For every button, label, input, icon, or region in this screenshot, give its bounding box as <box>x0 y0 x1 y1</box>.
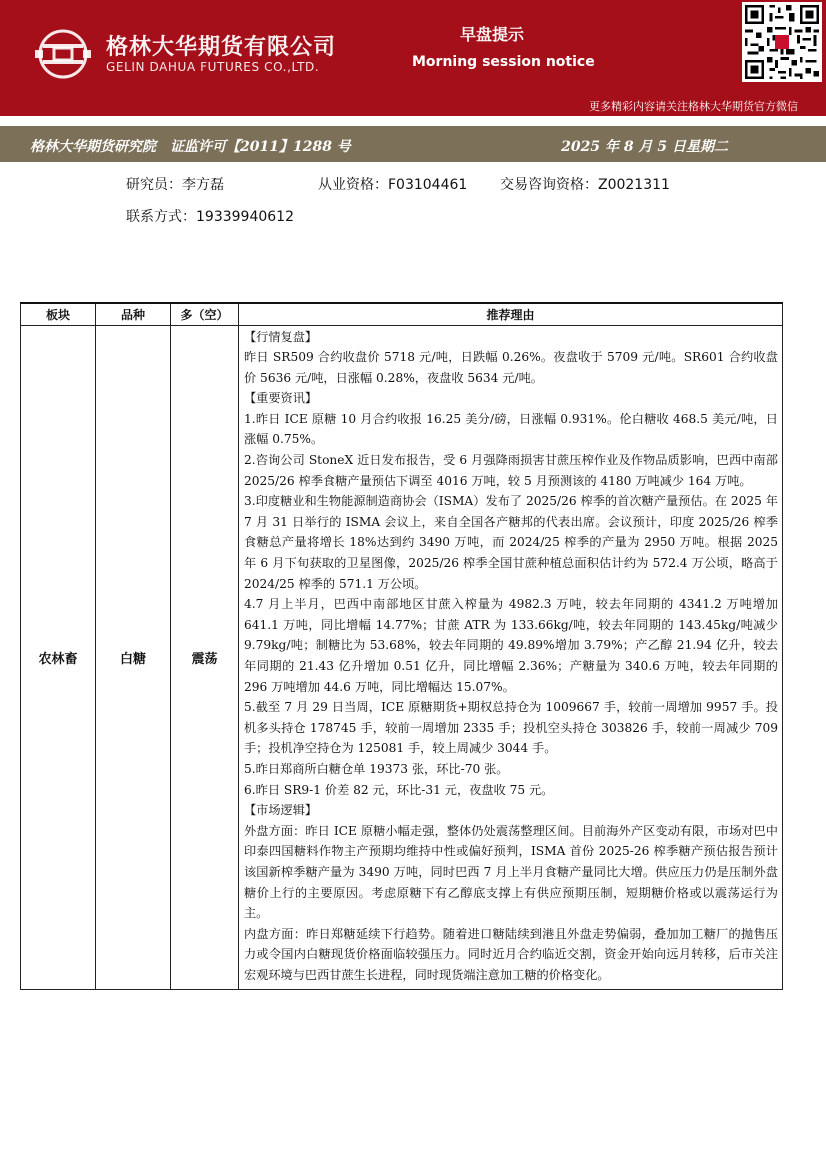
contact-info: 联系方式：19339940612 <box>126 209 294 225</box>
reason-paragraph: 外盘方面：昨日 ICE 原糖小幅走强，整体仍处震荡整理区间。目前海外产区变动有限，市场对巴中印泰四国糖料作物主产预期均维持中性或偏好预判，ISMA 首份 2025-26 榨季糖产预估报告预计该国新榨季糖产量为 3490 万吨，同时巴西 7 月上半月食糖产量同比大增。供应压力仍是压制外盘糖价上行的主要原因。考虑原糖下有乙醇底支撑上有供应预期压制，短期糖价格或以震荡运行为主。 <box>244 823 778 921</box>
practice-cert: 从业资格：F03104461 <box>318 177 468 193</box>
reason-paragraph: 3.印度糖业和生物能源制造商协会（ISMA）发布了 2025/26 榨季的首次糖产量预估。在 2025 年 7 月 31 日举行的 ISMA 会议上，来自全国各产糖邦的代表出席。会议预计，印度 2025/26 榨季食糖总产量将增长 18%达到约 3490 万吨，而 2024/25 榨季的产量为 2950 万吨。根据 2025 年 6 月下旬获取的卫星图像，2025/26 榨季全国甘蔗种植总面积估计约为 572.4 万公顷，略高于 2024/25 榨季的 571.1 万公顷。 <box>244 494 778 591</box>
gelin-dahua-logo-icon <box>30 28 96 80</box>
direction-cell: 震荡 <box>171 325 239 989</box>
variety-cell: 白糖 <box>96 325 171 989</box>
institute-license: 格林大华期货研究院 证监许可【2011】1288 号 <box>30 139 351 155</box>
section-heading-market-logic: 【市场逻辑】 <box>244 803 318 818</box>
reason-paragraph: 昨日 SR509 合约收盘价 5718 元/吨，日跌幅 0.26%。夜盘收于 5709 元/吨。SR601 合约收盘价 5636 元/吨，日涨幅 0.28%，夜盘收 5634 元/吨。 <box>244 350 778 385</box>
header-reason: 推荐理由 <box>239 303 783 325</box>
recommendation-table <box>20 302 783 990</box>
reason-cell <box>239 325 783 989</box>
report-title-cn: 早盘提示 <box>460 25 525 44</box>
reason-paragraph: 1.昨日 ICE 原糖 10 月合约收报 16.25 美分/磅，日涨幅 0.931%。伦白糖收 468.5 美元/吨，日涨幅 0.75%。 <box>244 411 778 447</box>
wechat-qr-code-icon <box>742 2 822 82</box>
section-heading-key-news: 【重要资讯】 <box>244 391 318 406</box>
reason-paragraph: 5.昨日郑商所白糖仓单 19373 张，环比-70 张。 <box>244 761 509 776</box>
reason-paragraph: 内盘方面：昨日郑糖延续下行趋势。随着进口糖陆续到港且外盘走势偏弱，叠加加工糖厂的抛售压力或令国内白糖现货价格面临较强压力。同时近月合约临近交割，资金开始向远月转移，后市关注宏观环境与巴西甘蔗生长进程，同时现货端注意加工糖的价格变化。 <box>244 926 778 982</box>
company-name-en: GELIN DAHUA FUTURES CO.,LTD. <box>106 60 320 74</box>
table-row <box>21 325 783 989</box>
header-sector: 板块 <box>21 303 96 325</box>
researcher-name: 研究员：李方磊 <box>126 177 224 193</box>
reason-paragraph: 6.昨日 SR9-1 价差 82 元，环比-31 元，夜盘收 75 元。 <box>244 782 554 797</box>
company-name-cn: 格林大华期货有限公司 <box>106 35 337 60</box>
table-header-row <box>21 303 783 325</box>
reason-paragraph: 2.咨询公司 StoneX 近日发布报告，受 6 月强降雨损害甘蔗压榨作业及作物品质影响，巴西中南部 2025/26 榨季食糖产量预估下调至 4016 万吨，较 5 月预测该的 4180 万吨减少 164 万吨。 <box>244 453 778 488</box>
section-heading-market-review: 【行情复盘】 <box>244 329 318 344</box>
reason-paragraph: 5.截至 7 月 29 日当周，ICE 原糖期货+期权总持仓为 1009667 手，较前一周增加 9957 手。投机多头持仓 178745 手，较前一周增加 2335 手；投机空头持仓 303826 手，较前一周减少 709 手；投机净空持仓为 125081 手，较上周减少 3044 手。 <box>244 700 778 756</box>
reason-paragraph: 4.7 月上半月，巴西中南部地区甘蔗入榨量为 4982.3 万吨，较去年同期的 4341.2 万吨增加 641.1 万吨，同比增幅 14.77%；甘蔗 ATR 为 133.66kg/吨，较去年同期的 143.45kg/吨减少 9.79kg/吨；制糖比为 53.68%，较去年同期的 49.89%增加 3.79%；产乙醇 21.94 亿升，较去年同期的 21.43 亿升增加 0.51 亿升，同比增幅 2.36%；产糖量为 340.6 万吨，较去年同期的 296 万吨增加 44.6 万吨，同比增幅达 15.07%。 <box>244 597 778 694</box>
header-direction: 多（空） <box>171 303 239 325</box>
report-date: 2025 年 8 月 5 日星期二 <box>561 139 728 155</box>
sector-cell: 农林畜 <box>21 325 96 989</box>
wechat-follow-note: 更多精彩内容请关注格林大华期货官方微信 <box>589 100 798 113</box>
trade-advisory-cert: 交易咨询资格：Z0021311 <box>500 177 670 193</box>
report-title-en: Morning session notice <box>412 54 595 70</box>
header-variety: 品种 <box>96 303 171 325</box>
